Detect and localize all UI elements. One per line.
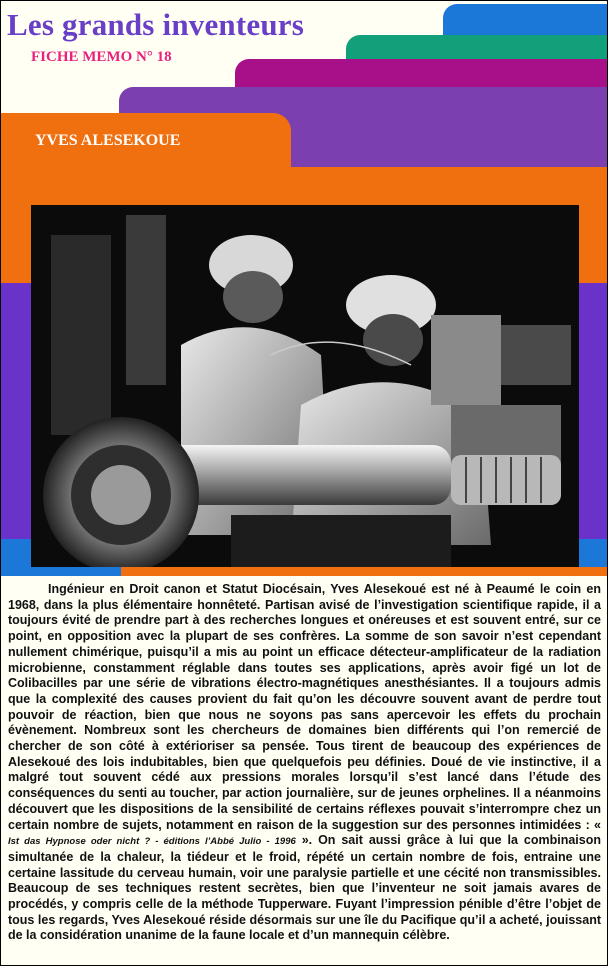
orange-bar bbox=[121, 567, 608, 576]
page-title: Les grands inventeurs bbox=[7, 7, 305, 42]
blue-bottom-bar bbox=[1, 567, 121, 576]
biography-text-part-2: ». On sait aussi grâce à lui que la combinaison simultanée de la chaleur, la tiédeur et le froid, répété un certain nombre de fois, entraine une certaine lassitude du cerveau humain, voir une paralysie partielle et une cécité non transmissibles. Beaucoup de ses techniques restent secrètes, bien que l’inventeur ne soit jamais avares de procédés, y compris celle de la méthode Tupperware. Fuyant l’impression pénible d’être l’objet de tous les regards, Yves Alesekoué réside désormais sur une île du Pacifique qu’il a acheté, jouissant de la considération unanime de la faune locale et d’un mannequin célèbre. bbox=[8, 833, 601, 943]
memo-number: FICHE MEMO N° 18 bbox=[31, 49, 172, 65]
laboratory-photo-icon bbox=[31, 205, 579, 567]
biography-paragraph bbox=[8, 582, 601, 944]
biography-text bbox=[8, 582, 601, 944]
book-citation: Ist das Hypnose oder nicht ? - éditions l’Abbé Julio - 1996 bbox=[8, 836, 296, 848]
laboratory-photo bbox=[31, 205, 579, 567]
biography-text-part-1: Ingénieur en Droit canon et Statut Diocésain, Yves Alesekoué est né à Peaumé le coin en 1968, dans la plus élémentaire honnêteté. Partisan avisé de l’investigation scientifique rapide, il a toujours évité de prendre part à des recherches longues et onéreuses et est souvent entré, sur ce point, en opposition avec la plupart de ses confrères. La somme de son savoir n’est cependant nullement chimérique, puisqu’il a mis au point un efficace détecteur-amplificateur de la radiation microbienne, constamment réglable dans toutes ses applications, après avoir figé un lot de Colibacilles par une série de vibrations électro-magnétiques anesthésiantes. Il a toujours admis que la complexité des causes provient du fait qu’on les découvre souvent avant de perdre tout pouvoir de réaction, bien que nous ne soyons pas sans apercevoir les effets du prochain évènement. Nombreux sont les chercheurs de domaines bien différents qui l’on remercié de chercher de son côté à extérioriser sa pensée. Tous tirent de beaucoup des expériences de Alesekoué des lois indubitables, bien que quelquefois peu définies. Doué de vie instinctive, il a malgré tout souvent cédé aux pressions morales lorsqu’il s’est lancé dans l’étude des conséquences du senti au toucher, par action journalière, sur de jeunes orphelines. Il a néanmoins découvert que les dispositions de la sensibilité de certains réflexes pouvait s’interrompre chez un certain nombre de sujets, notamment en raison de la suggestion sur des personnes intimidées : « bbox=[8, 582, 601, 832]
inventor-name: YVES ALESEKOUE bbox=[35, 132, 181, 149]
